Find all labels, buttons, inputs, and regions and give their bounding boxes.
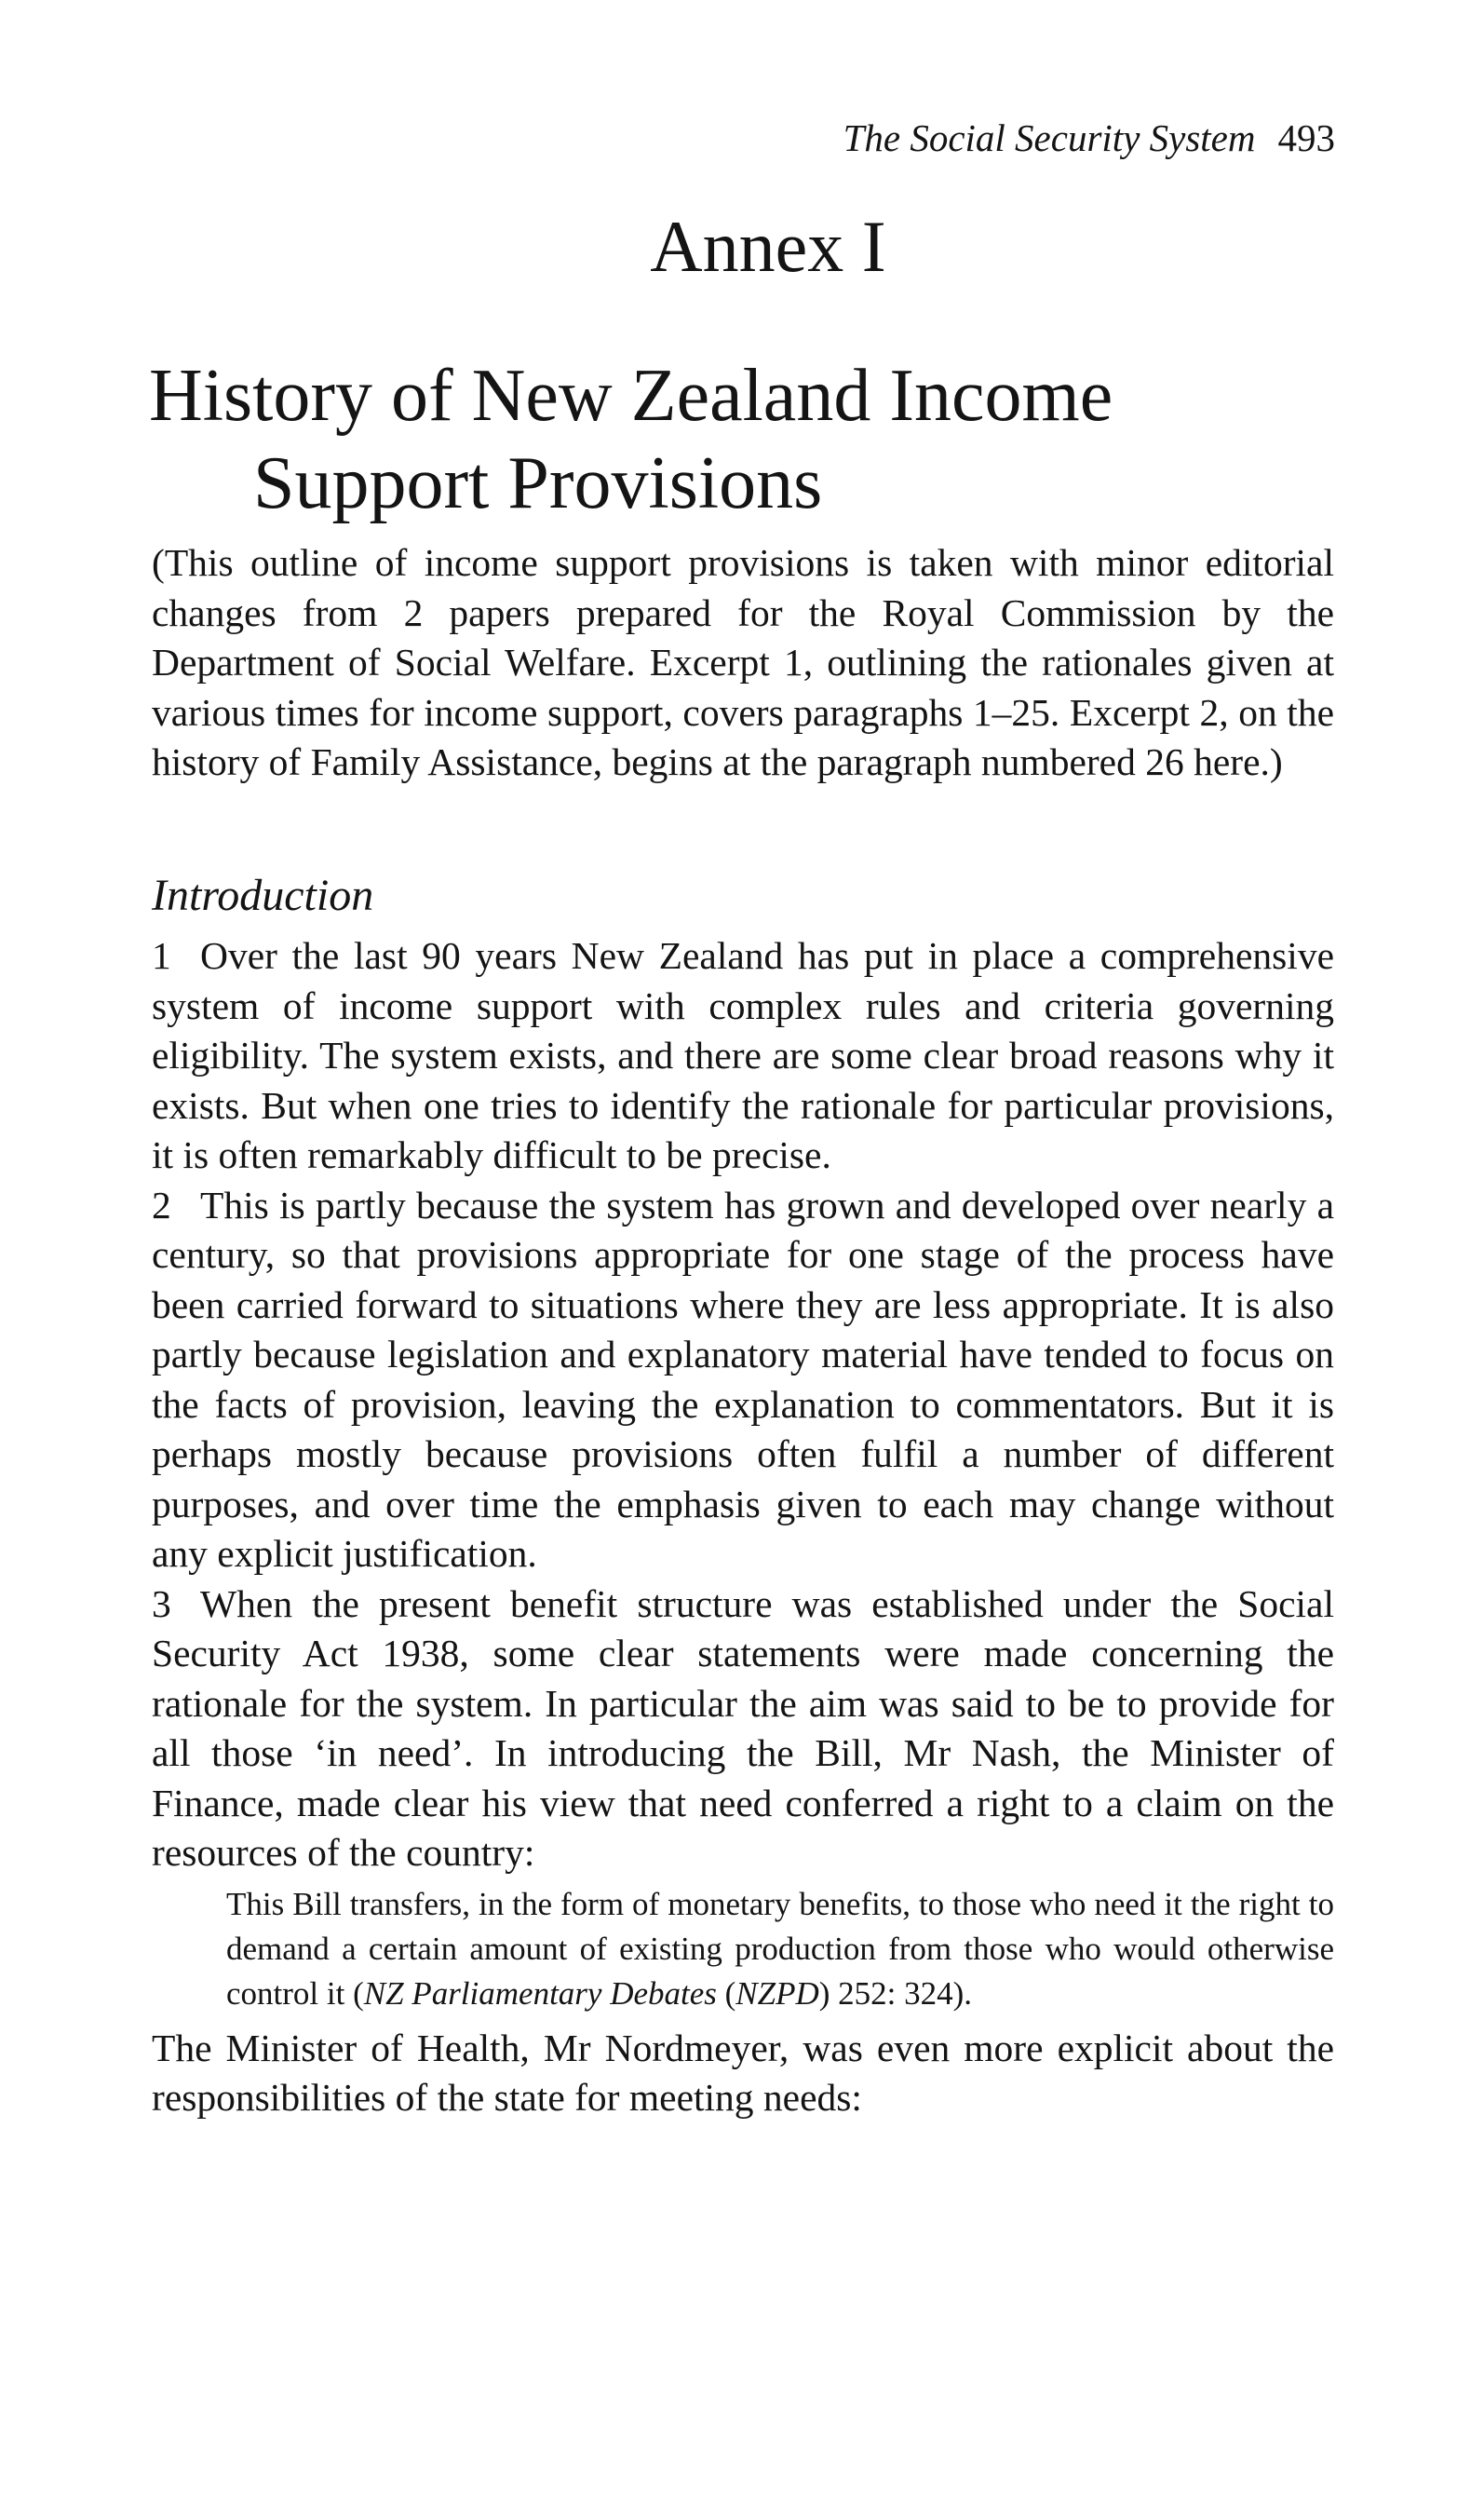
paragraph-text: This is partly because the system has grown and developed over nearly a century, so that provisions appropriate for one stage of the process have been carried forward to situations where they are less appropriate. It is also partly because legislation and explanatory material have tended to focus on the facts of provision, leaving the explanation to commentators. But it is perhaps mostly because provisions often fulfil a number of different purposes, and over time the emphasis given to each may change without any explicit justification. (152, 1183, 1334, 1575)
page-number: 493 (1277, 116, 1335, 159)
paragraph-text: When the present benefit structure was established under the Social Security Act 1938, some clear statements were made concerning the rationale for the system. In particular the aim was said to be to provide for all those ‘in need’. In introducing the Bill, Mr Nash, the Minister of Finance, made clear his view that need conferred a right to a claim on the resources of the country: (152, 1581, 1334, 1874)
paragraph-number: 1 (152, 934, 171, 977)
paragraph-number: 3 (152, 1581, 171, 1625)
quote-source: NZ Parliamentary Debates (363, 1974, 717, 2012)
paragraph-1 (152, 931, 1334, 1181)
quote-citation: ) 252: 324). (818, 1974, 973, 2012)
running-head-title: The Social Security System (843, 116, 1256, 159)
title-line-1: History of New Zealand Income (149, 355, 1113, 437)
annex-label: Annex I (650, 206, 886, 287)
quote-abbrev: NZPD (735, 1974, 819, 2012)
paragraph-2 (152, 1181, 1334, 1579)
page-title (149, 352, 1359, 527)
closing-paragraph: The Minister of Health, Mr Nordmeyer, was even more explicit about the responsibilities of the state for meeting needs: (152, 2026, 1334, 2119)
title-line-2: Support Provisions (253, 442, 823, 524)
block-quote (226, 1882, 1334, 2016)
paragraph-number: 2 (152, 1183, 171, 1227)
quote-text: This Bill transfers, in the form of monetary benefits, to those who need it the right to demand a certain amount of existing production from those who would otherwise control it ( (226, 1885, 1334, 2012)
body-text (152, 931, 1334, 2123)
paragraph-text: Over the last 90 years New Zealand has put in place a comprehensive system of income support with complex rules and criteria governing eligibility. The system exists, and there are some clear broad reasons why it exists. But when one tries to identify the rationale for particular provisions, it is often remarkably difficult to be precise. (152, 934, 1334, 1176)
quote-paren: ( (716, 1974, 736, 2012)
running-head (843, 116, 1335, 159)
intro-note: (This outline of income support provisions is taken with minor editorial changes from 2 papers prepared for the Royal Commission by the Department of Social Welfare. Excerpt 1, outlining the rationales given at various times for income support, covers paragraphs 1–25. Excerpt 2, on the history of Family Assistance, begins at the paragraph numbered 26 here.) (152, 541, 1334, 783)
section-heading: Introduction (152, 871, 374, 920)
paragraph-3 (152, 1579, 1334, 1878)
